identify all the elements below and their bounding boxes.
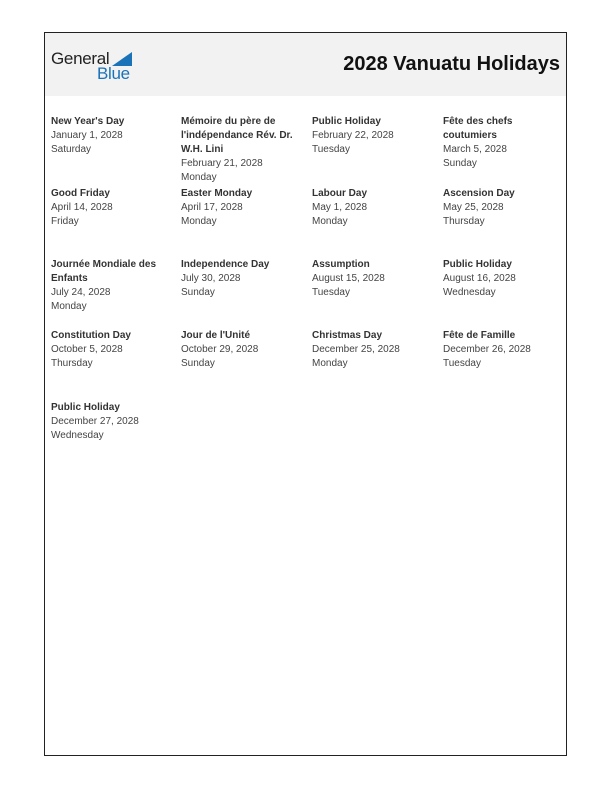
holiday-item xyxy=(312,258,434,300)
logo-text-blue: Blue xyxy=(97,64,130,83)
holiday-weekday: Wednesday xyxy=(51,430,104,441)
holiday-name: Ascension Day xyxy=(443,188,515,199)
holiday-name: Easter Monday xyxy=(181,188,253,199)
holiday-weekday: Tuesday xyxy=(443,358,481,369)
page-frame xyxy=(44,32,567,756)
holiday-date: July 30, 2028 xyxy=(181,273,241,284)
holiday-weekday: Sunday xyxy=(181,287,215,298)
holiday-name: Independence Day xyxy=(181,259,270,270)
holiday-item xyxy=(181,115,303,185)
holiday-item xyxy=(443,258,565,300)
holiday-weekday: Monday xyxy=(51,301,87,312)
holiday-item xyxy=(51,187,173,229)
holiday-weekday: Monday xyxy=(312,216,348,227)
holiday-date: March 5, 2028 xyxy=(443,144,507,155)
holiday-weekday: Monday xyxy=(312,358,348,369)
holiday-item xyxy=(312,115,434,157)
page-title: 2028 Vanuatu Holidays xyxy=(343,53,560,75)
holiday-date: February 21, 2028 xyxy=(181,158,263,169)
holiday-weekday: Monday xyxy=(181,172,217,183)
holiday-date: May 25, 2028 xyxy=(443,202,504,213)
holiday-weekday: Thursday xyxy=(443,216,485,227)
holiday-name: Good Friday xyxy=(51,188,110,199)
holiday-item xyxy=(51,329,173,371)
holiday-weekday: Wednesday xyxy=(443,287,496,298)
holiday-name: Constitution Day xyxy=(51,330,131,341)
holiday-date: April 17, 2028 xyxy=(181,202,243,213)
holiday-name: Fête de Famille xyxy=(443,330,516,341)
holiday-item xyxy=(181,187,303,229)
holiday-weekday: Sunday xyxy=(443,158,477,169)
holiday-weekday: Saturday xyxy=(51,144,92,155)
holiday-name: New Year's Day xyxy=(51,116,125,127)
holiday-date: October 29, 2028 xyxy=(181,344,259,355)
holiday-name: Fête des chefs coutumiers xyxy=(443,116,513,141)
holiday-item xyxy=(443,115,565,171)
holiday-item xyxy=(312,329,434,371)
holiday-item xyxy=(443,329,565,371)
holiday-date: August 16, 2028 xyxy=(443,273,516,284)
holiday-weekday: Monday xyxy=(181,216,217,227)
holiday-weekday: Thursday xyxy=(51,358,93,369)
holiday-date: October 5, 2028 xyxy=(51,344,123,355)
holiday-item xyxy=(312,187,434,229)
holiday-date: January 1, 2028 xyxy=(51,130,123,141)
holiday-date: July 24, 2028 xyxy=(51,287,111,298)
holiday-item xyxy=(181,258,303,300)
logo-text-general: General xyxy=(51,49,110,68)
holiday-date: April 14, 2028 xyxy=(51,202,113,213)
holiday-weekday: Friday xyxy=(51,216,79,227)
holiday-name: Mémoire du père de l'indépendance Rév. Dr. W.H. Lini xyxy=(181,116,293,155)
holiday-date: May 1, 2028 xyxy=(312,202,368,213)
holiday-item xyxy=(181,329,303,371)
holiday-name: Labour Day xyxy=(312,188,368,199)
holiday-weekday: Tuesday xyxy=(312,287,350,298)
holiday-item xyxy=(443,187,565,229)
generalblue-logo xyxy=(51,49,141,83)
holiday-date: December 27, 2028 xyxy=(51,416,139,427)
header-band xyxy=(45,33,566,96)
holiday-item xyxy=(51,401,173,443)
holiday-name: Journée Mondiale des Enfants xyxy=(51,259,157,284)
holiday-date: August 15, 2028 xyxy=(312,273,385,284)
holiday-date: December 26, 2028 xyxy=(443,344,531,355)
holiday-weekday: Sunday xyxy=(181,358,215,369)
holiday-name: Public Holiday xyxy=(443,259,512,270)
holiday-date: February 22, 2028 xyxy=(312,130,394,141)
holiday-item xyxy=(51,258,173,314)
holiday-name: Assumption xyxy=(312,259,370,270)
holiday-item xyxy=(51,115,173,157)
holiday-name: Jour de l'Unité xyxy=(181,330,251,341)
holiday-name: Public Holiday xyxy=(312,116,381,127)
holiday-weekday: Tuesday xyxy=(312,144,350,155)
holiday-name: Christmas Day xyxy=(312,330,383,341)
holiday-date: December 25, 2028 xyxy=(312,344,400,355)
holiday-name: Public Holiday xyxy=(51,402,120,413)
